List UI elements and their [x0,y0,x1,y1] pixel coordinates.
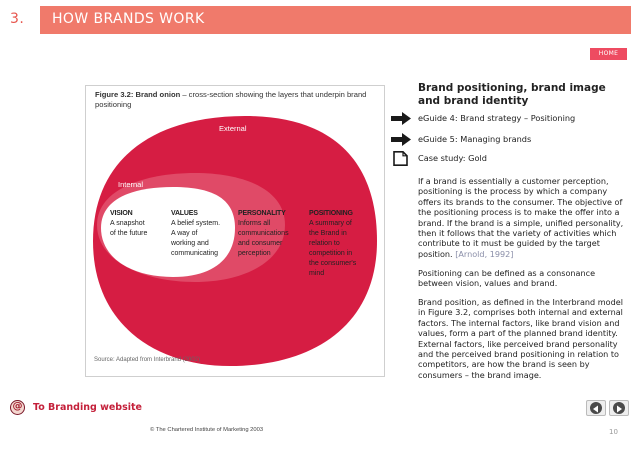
figure-caption-title: Figure 3.2: Brand onion [95,90,181,99]
vision-line-1: A snapshot [110,220,145,227]
link-eguide-5-label: eGuide 5: Managing brands [418,134,532,144]
values-line-2: A way of [171,230,198,237]
positioning-line-5: the consumer's [309,260,357,267]
chapter-number: 3. [10,11,25,27]
personality-line-4: perception [238,250,271,257]
home-button[interactable]: HOME [590,48,627,60]
page-title: HOW BRANDS WORK [52,11,205,27]
external-label: External [219,124,247,133]
section-heading: Brand positioning, brand image and brand identity [418,82,606,107]
values-line-4: communicating [171,250,219,257]
link-eguide-5[interactable] [391,132,631,148]
internal-label: Internal [118,180,144,189]
vision-line-2: of the future [110,230,148,237]
positioning-line-3: relation to [309,240,340,247]
figure-caption-text: – cross-section showing the layers that underpin brand positioning [95,90,367,109]
positioning-line-4: competition in [309,250,353,257]
body-paragraph-1 [418,176,629,259]
personality-line-2: communications [238,230,289,237]
document-icon [391,151,411,166]
copyright-notice: © The Chartered Institute of Marketing 2003 [150,427,264,433]
link-case-study[interactable] [391,151,631,167]
branding-website-link[interactable]: To Branding website [33,402,142,413]
body-paragraph-2: Positioning can be defined as a consonance between vision, values and brand. [418,268,596,289]
figure-caption [95,90,375,110]
body-paragraph-3: Brand position, as defined in the Interbrand model in Figure 3.2, comprises both internal and external factors. The internal factors, like brand vision and values, form a part of the planned brand identity. External factors, like perceived brand personality and the perceived brand positioning in relation to competitors, are how the brand is seen by consumers – the brand image. [418,297,623,380]
arrow-right-icon [391,112,411,125]
personality-line-3: and consumer [238,240,283,247]
personality-title: PERSONALITY [238,210,286,217]
positioning-line-1: A summary of [309,220,352,227]
positioning-line-2: the Brand in [309,230,347,237]
at-sign-icon: @ [10,400,25,415]
arrow-right-icon [391,133,411,146]
link-eguide-4[interactable] [391,111,631,127]
values-title: VALUES [171,210,198,217]
positioning-line-6: mind [309,270,325,277]
figure-source: Source: Adapted from Interbrand (2002) [94,357,201,363]
body-paragraph-1-text: If a brand is essentially a customer perception, positioning is the process by which a company offers its brands to the consumer. The objective of the positioning process is to make the offer into a brand. If the brand is a simple, unified personality, then it follows that the variety of activities which contribute to it must be guided by the target position. [418,176,624,259]
personality-line-1: Informs all [238,220,271,227]
next-page-button[interactable] [609,400,629,416]
vision-title: VISION [110,210,133,217]
page-number: 10 [609,428,618,436]
positioning-title: POSITIONING [309,210,353,217]
previous-page-button[interactable] [586,400,606,416]
values-line-3: working and [171,240,209,247]
link-eguide-4-label: eGuide 4: Brand strategy – Positioning [418,113,576,123]
citation: [Arnold, 1992] [455,248,514,259]
link-case-study-label: Case study: Gold [418,153,487,163]
values-line-1: A belief system. [171,220,221,227]
brand-onion-diagram [85,85,385,377]
